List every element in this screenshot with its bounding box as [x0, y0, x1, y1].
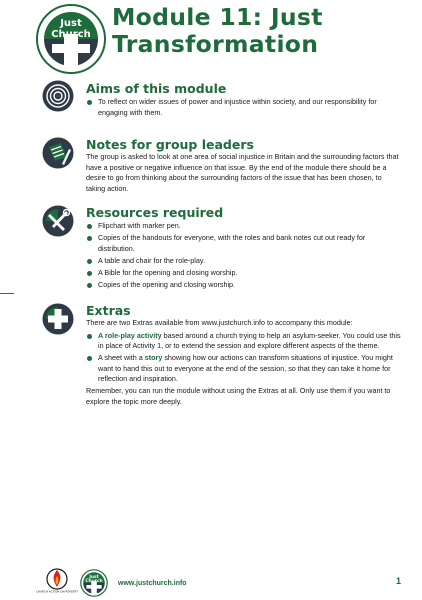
aims-heading: Aims of this module: [86, 81, 227, 96]
list-item: Copies of the opening and closing worship.: [86, 280, 402, 291]
extras-list: [86, 331, 402, 385]
list-item: A sheet with a story showing how our actions can transform situations of injustice. You might want to hand this out to everyone at the end of the session, so that they can take it home for reflection and inspiration.: [86, 353, 402, 385]
extras-closing: Remember, you can run the module without using the Extras at all. Only use them if you want to explore the topic more deeply.: [86, 386, 391, 406]
just-church-logo: [36, 4, 106, 74]
mini-logo-text-top: Just: [89, 574, 99, 580]
bullet-icon: [87, 356, 92, 361]
list-item: Copies of the handouts for everyone, with the roles and bank notes cut out ready for distribution.: [86, 233, 402, 254]
bullet-icon: [87, 271, 92, 276]
list-item: A Bible for the opening and closing worship.: [86, 268, 402, 279]
target-icon: [42, 80, 74, 112]
org-logo-text: CHURCH ACTION ON POVERTY: [35, 589, 79, 594]
footer-url-link[interactable]: www.justchurch.info: [118, 580, 187, 587]
mini-logo-text-bottom: Church: [85, 579, 103, 585]
church-action-on-poverty-logo: [35, 566, 79, 596]
extras-heading: Extras: [86, 303, 131, 318]
aims-section: [86, 81, 402, 120]
plus-icon: [42, 303, 74, 335]
bullet-icon: [87, 283, 92, 288]
pencil-notes-icon: [42, 137, 74, 169]
notes-text: The group is asked to look at one area of social injustice in Britain and the surrounding factors that have a positive or negative influence on that issue. By the end of the module there should be a desire to go from thinking about the surrounding factors of the issue that has been chosen, to taking action.: [86, 152, 399, 193]
bullet-icon: [87, 259, 92, 264]
bullet-icon: [87, 236, 92, 241]
resources-heading: Resources required: [86, 205, 224, 220]
notes-section: [86, 137, 402, 194]
list-item: Flipchart with marker pen.: [86, 221, 402, 232]
just-church-mini-logo: [80, 569, 108, 597]
logo-text-top: Just: [60, 18, 82, 29]
page-title: Module 11: Just Transformation: [112, 3, 323, 58]
bullet-icon: [87, 100, 92, 105]
margin-mark: [0, 293, 14, 294]
page-number: 1: [396, 576, 402, 586]
resources-list: [86, 221, 402, 290]
list-item: A table and chair for the role-play.: [86, 256, 402, 267]
bullet-icon: [87, 224, 92, 229]
tools-icon: [42, 205, 74, 237]
logo-text-bottom: Church: [51, 29, 91, 40]
notes-heading: Notes for group leaders: [86, 137, 254, 152]
resources-section: [86, 205, 402, 292]
list-item: To reflect on wider issues of power and injustice within society, and our responsibility for engaging with them.: [86, 97, 402, 118]
aims-list: [86, 97, 402, 118]
list-item: A role-play activity based around a church trying to help an asylum-seeker. You could use this in place of Activity 1, or to extend the session and explore different aspects of the theme.: [86, 331, 402, 352]
bullet-icon: [87, 334, 92, 339]
extras-section: [86, 303, 402, 408]
extras-intro: There are two Extras available from www.justchurch.info to accompany this module:: [86, 318, 353, 327]
